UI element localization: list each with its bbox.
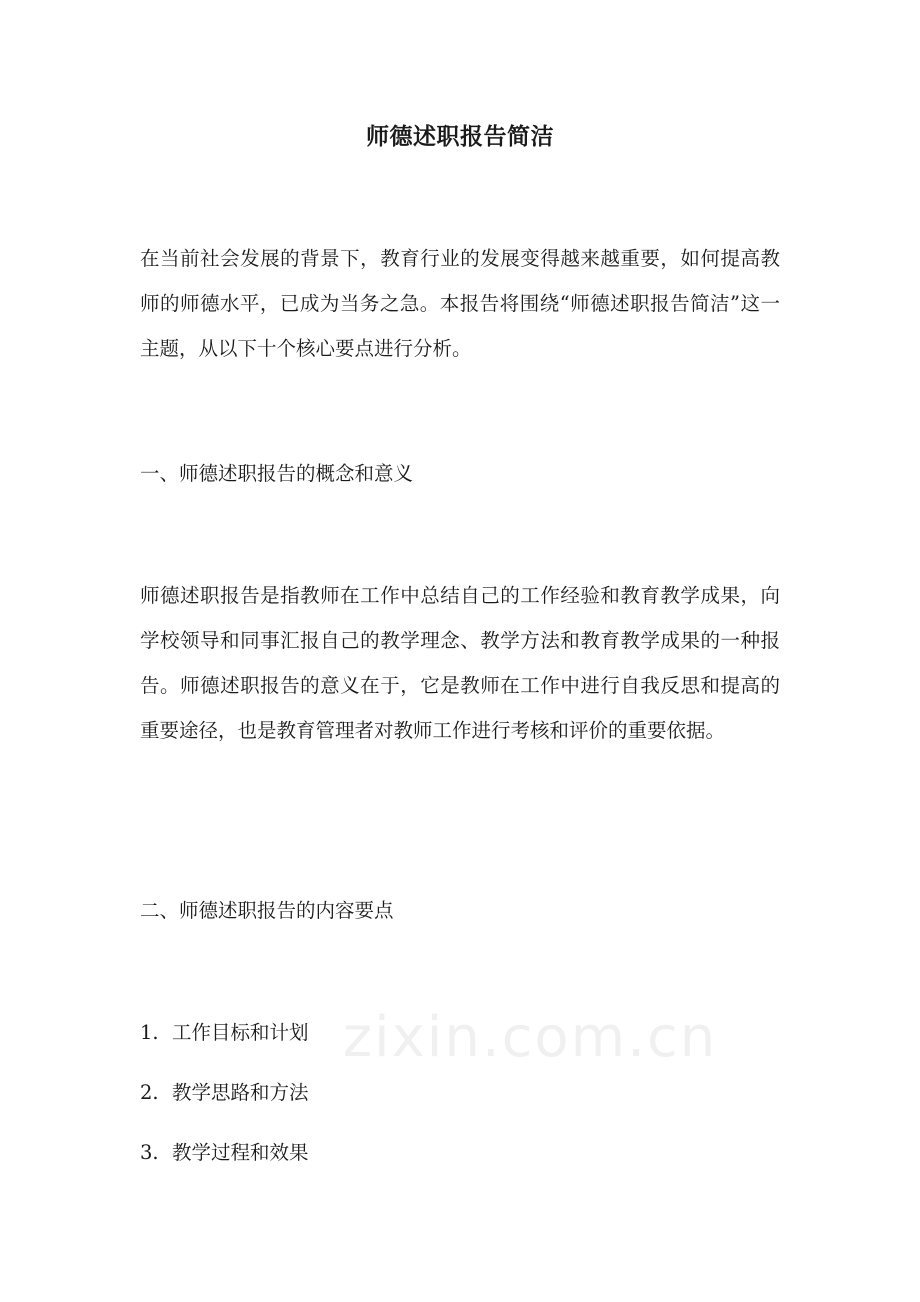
list-item-text: 教学过程和效果 [172, 1141, 309, 1164]
section-body-1: 师德述职报告是指教师在工作中总结自己的工作经验和教育教学成果，向学校领导和同事汇报自己的教学理念、教学方法和教育教学成果的一种报告。师德述职报告的意义在于，它是教师在工作中进行自我反思和提高的重要途径，也是教育管理者对教师工作进行考核和评价的重要依据。 [140, 584, 780, 742]
intro-paragraph: 在当前社会发展的背景下，教育行业的发展变得越来越重要，如何提高教师的师德水平，已成为当务之急。本报告将围绕“师德述职报告简洁”这一主题，从以下十个核心要点进行分析。 [140, 247, 780, 360]
list-item-number: 2. [140, 1081, 159, 1104]
document-title: 师德述职报告简洁 [366, 123, 554, 150]
list-item [140, 1010, 780, 1070]
list-item-text: 教学思路和方法 [172, 1081, 309, 1104]
watermark: zixin.com.cn [342, 1005, 718, 1070]
list-item [140, 1070, 780, 1130]
list-item-number: 3. [140, 1141, 159, 1164]
list-item [140, 1130, 780, 1190]
section-heading-1: 一、师德述职报告的概念和意义 [140, 462, 414, 485]
section-heading-2: 二、师德述职报告的内容要点 [140, 899, 394, 922]
content-points-list [140, 1010, 780, 1190]
list-item-number: 1. [140, 1021, 159, 1044]
list-item-text: 工作目标和计划 [172, 1021, 309, 1044]
